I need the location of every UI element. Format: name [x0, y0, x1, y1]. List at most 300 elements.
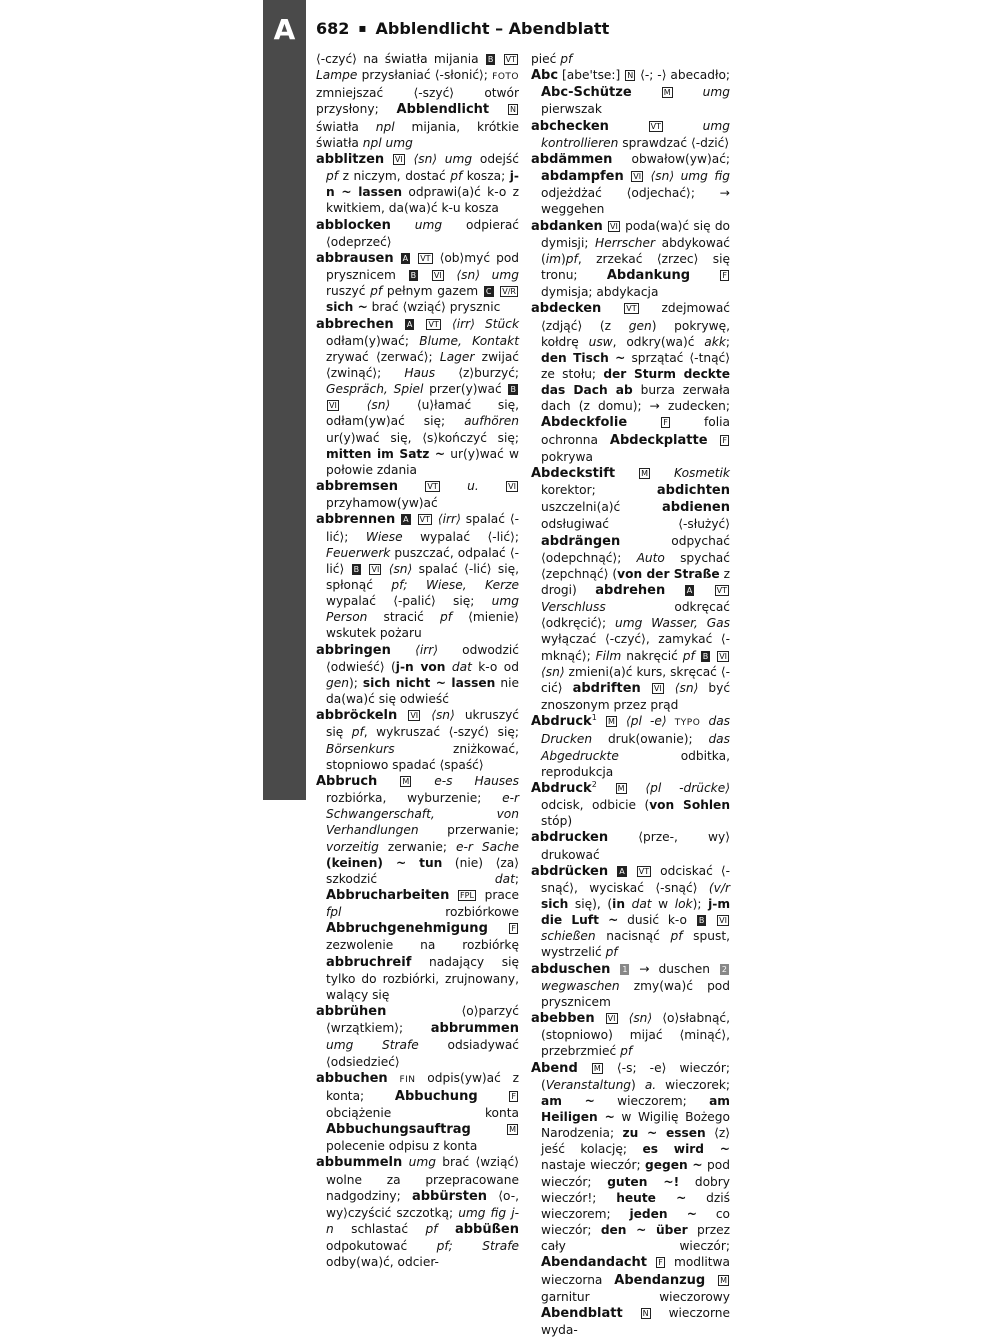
entry-text: pf — [682, 648, 695, 663]
grammar-label: M — [663, 88, 671, 98]
entry-text — [395, 512, 400, 526]
entry-text: przyhamow(yw)ać — [326, 496, 438, 511]
entry-text: odpychać ⟨odepchnąć⟩; — [541, 533, 730, 565]
entry-headword: Abbruch — [316, 773, 378, 789]
header-separator: ▪ — [358, 21, 367, 35]
entry-text: odcisk, odbicie ( — [541, 798, 650, 813]
entry-text: umg Wasser, Gas — [614, 616, 730, 631]
running-header — [316, 16, 609, 40]
entry-headword: Abc — [531, 68, 559, 84]
entry-text: wieczorne wyda- — [541, 1305, 730, 1338]
entry-text — [608, 864, 616, 878]
entry-text: sich ~ — [326, 300, 368, 315]
grammar-label: B — [487, 55, 494, 64]
entry-headword: Abbrucharbeiten — [326, 887, 450, 903]
entry-text: zmieni(a)ć kurs, skręcać ⟨-cić⟩ — [541, 664, 730, 695]
entry-text: Gespräch, Spiel — [326, 382, 424, 397]
dictionary-entry — [531, 118, 730, 151]
entry-text — [479, 479, 505, 493]
entry-text: dobry wieczór!; — [541, 1174, 731, 1205]
grammar-label: VI — [633, 172, 642, 182]
entry-text: [abe'tse:] — [558, 68, 625, 83]
homonym-number: 1 — [591, 713, 597, 723]
entry-text: odpierać ⟨odeprzeć⟩ — [326, 217, 519, 249]
entry-text: ⟨-; -⟩ abecadło; — [636, 68, 731, 83]
entry-text — [445, 268, 457, 282]
entry-text: mijania, krótkie światła — [316, 119, 519, 150]
grammar-label: B — [698, 916, 705, 926]
grammar-label: VT — [427, 482, 438, 492]
entry-text: vorzeitig — [326, 839, 379, 854]
entry-text: Verschluss — [541, 600, 606, 615]
entry-text: prace — [476, 887, 519, 902]
entry-text: wyłączać ⟨-czyć⟩, zamykać ⟨-mknąć⟩; — [541, 632, 730, 663]
entry-text: es wird ~ — [642, 1142, 731, 1157]
entry-text: a. — [644, 1077, 657, 1092]
dictionary-entry — [316, 707, 519, 773]
grammar-label: VI — [607, 1014, 616, 1024]
dictionary-entry — [531, 1010, 730, 1059]
entry-text: j-n ~ lassen — [326, 169, 519, 200]
entry-headword: abdichten — [656, 483, 730, 499]
grammar-label: VT — [716, 586, 728, 595]
entry-text: ⟨sn⟩ umg — [456, 268, 520, 283]
entry-headword: Abendandacht — [541, 1255, 648, 1271]
dictionary-entry — [316, 151, 519, 217]
grammar-label: FPL — [460, 890, 474, 900]
entry-text: jeden ~ — [629, 1206, 697, 1221]
entry-text: , zrzekać ⟨zrzec⟩ się tronu; — [541, 251, 730, 283]
entry-text — [615, 466, 638, 480]
entry-headword: abdrücken — [531, 863, 609, 879]
entry-text: umg — [702, 85, 730, 100]
entry-text: ⟨irr⟩ — [415, 642, 438, 657]
grammar-label: M — [617, 783, 625, 793]
entry-text: ⟨-s; -e⟩ wieczór; ( — [541, 1060, 730, 1092]
entry-text: zezwolenie na rozbiórkę — [326, 938, 519, 953]
section-letter: A — [273, 13, 296, 46]
entry-text — [394, 317, 404, 331]
entry-text: j-n von — [395, 659, 446, 674]
entry-text: pierwszak — [541, 102, 602, 117]
entry-text: Kosmetik — [674, 465, 730, 480]
entry-headword: abdämmen — [531, 151, 613, 167]
entry-text: ukruszyć się — [326, 708, 520, 740]
entry-text: ur(y)wać się, ⟨s⟩kończyć się; — [326, 430, 519, 445]
entry-text: nastaje wieczór; — [541, 1158, 645, 1173]
entry-text: odpokutować — [326, 1239, 437, 1254]
entry-text: pf — [351, 725, 364, 740]
entry-text — [708, 433, 720, 447]
entry-headword: Abendblatt — [541, 1305, 623, 1321]
entry-text: w — [651, 896, 675, 911]
entry-headword: Abdeckplatte — [609, 432, 708, 448]
entry-text: z niczym, dostać — [338, 169, 451, 184]
grammar-label: VT — [428, 319, 439, 329]
entry-text: odpis(yw)ać z konta; — [326, 1070, 520, 1103]
entry-text — [664, 119, 703, 133]
grammar-label: VT — [505, 55, 517, 64]
entry-text: ⟨sn⟩ — [366, 398, 391, 413]
grammar-label: VT — [650, 121, 661, 131]
entry-text: ⟨sn⟩ — [628, 1011, 653, 1026]
entry-text: TYPO — [674, 718, 701, 729]
grammar-label: M — [607, 717, 615, 727]
grammar-label: F — [663, 418, 668, 428]
entry-text: das Drucken — [541, 714, 731, 747]
grammar-label: VT — [419, 515, 430, 525]
entry-text — [619, 1011, 629, 1025]
grammar-label: VI — [394, 154, 403, 164]
entry-text — [415, 317, 425, 331]
entry-text: stóp) — [541, 814, 573, 829]
entry-text — [495, 284, 500, 298]
dictionary-entry — [531, 863, 730, 961]
entry-headword: abbürsten — [411, 1188, 488, 1204]
entry-text — [610, 962, 619, 976]
entry-text: gen — [628, 318, 652, 333]
entry-text — [628, 864, 636, 878]
entry-text — [711, 649, 716, 663]
entry-text — [388, 1071, 400, 1085]
grammar-label: M — [593, 1063, 601, 1073]
entry-text: Wiese — [365, 529, 403, 544]
entry-text: pf — [450, 169, 463, 184]
entry-text: w Wigilię Bożego Narodzenia; — [541, 1110, 730, 1141]
entry-text — [627, 415, 660, 429]
dictionary-entry — [316, 773, 519, 1003]
entry-text: gegen ~ — [645, 1158, 703, 1173]
dictionary-entry — [531, 300, 730, 465]
grammar-label: M — [509, 1125, 516, 1135]
dictionary-entry — [316, 250, 519, 316]
entry-text: e-r Schwangerschaft, von Verhandlungen — [326, 791, 519, 838]
dictionary-entry — [531, 713, 730, 780]
entry-text: umg Strafe — [326, 1038, 419, 1053]
entry-text: pf — [560, 52, 573, 66]
dictionary-entry — [316, 1154, 519, 1270]
entry-text — [623, 1306, 640, 1320]
entry-text: zrywać ⟨zerwać⟩; — [326, 349, 440, 364]
entry-text: dat — [451, 659, 472, 674]
entry-text — [394, 251, 400, 265]
entry-text: ⟨sn⟩ — [431, 708, 455, 723]
dictionary-entry — [531, 780, 730, 829]
entry-text: fpl — [326, 905, 342, 920]
entry-text: Blume, Kontakt — [419, 333, 519, 348]
entry-text: npl umg — [362, 135, 413, 150]
entry-text — [397, 708, 407, 722]
entry-text: am ~ — [541, 1093, 595, 1108]
entry-text: co wieczór; — [541, 1206, 730, 1238]
grammar-label: B — [702, 651, 709, 661]
entry-text: pf — [565, 251, 578, 266]
entry-text: pf — [605, 945, 618, 960]
entry-text: Veranstaltung — [545, 1077, 632, 1092]
entry-text: brać ⟨wziąć⟩ wolne za przepracowane nadgodziny; — [326, 1155, 519, 1203]
entry-text: odkręcać ⟨odkręcić⟩; — [541, 600, 730, 631]
entry-text: FOTO — [492, 72, 519, 83]
entry-text — [674, 85, 703, 99]
entry-text — [641, 681, 651, 695]
entry-headword: abbrennen — [316, 512, 396, 528]
entry-text: przez cały wieczór; — [541, 1223, 730, 1254]
entry-text: poda(wa)ć się do dymisji; — [541, 218, 731, 250]
entry-text — [601, 301, 623, 315]
grammar-label: B — [510, 385, 516, 395]
grammar-label: VI — [653, 683, 662, 693]
grammar-label: M — [720, 1275, 727, 1285]
entry-text: das Abgedruckte — [541, 732, 730, 763]
entry-text — [597, 781, 615, 795]
entry-text: den ~ über — [600, 1223, 688, 1238]
homonym-number: 2 — [591, 779, 597, 789]
grammar-label: F — [511, 1091, 517, 1101]
entry-text — [665, 583, 683, 597]
entry-text: rozbiórkowe — [341, 905, 519, 920]
entry-text: usw — [588, 334, 613, 349]
entry-text: pf; Strafe — [436, 1239, 519, 1254]
entry-text: → duschen — [630, 961, 719, 976]
entry-text — [391, 643, 415, 657]
grammar-label: VI — [719, 916, 727, 926]
entry-text — [578, 1061, 591, 1075]
entry-headword: Abdruck — [531, 714, 592, 730]
entry-text: e-r Sache — [455, 839, 519, 854]
grammar-label: A — [403, 515, 409, 525]
entry-text — [690, 268, 719, 282]
entry-text: im — [545, 251, 562, 266]
entry-text — [695, 649, 700, 663]
grammar-label: F — [658, 1258, 663, 1268]
left-column — [316, 51, 519, 1271]
entry-text — [488, 921, 509, 935]
entry-text: stracić — [367, 610, 440, 625]
entry-text: korektor; — [541, 483, 657, 498]
entry-headword: abbrechen — [316, 316, 394, 332]
dictionary-entry — [531, 961, 730, 1010]
entry-text: nakręcić — [621, 648, 683, 663]
grammar-label: VI — [719, 651, 728, 661]
grammar-label: A — [406, 319, 413, 329]
entry-text: puszczać, odpalać ⟨-lić⟩ — [326, 545, 519, 576]
entry-text — [442, 317, 452, 331]
entry-text: pf — [370, 284, 383, 299]
entry-text: Lager — [439, 349, 475, 364]
entry-text: von Sohlen — [649, 798, 731, 813]
entry-headword: abbröckeln — [316, 708, 398, 724]
dictionary-entry — [531, 218, 730, 301]
entry-text: ⟨-czyć⟩ na światła mijania — [316, 52, 485, 66]
entry-text — [707, 913, 716, 927]
dictionary-entry — [316, 642, 519, 708]
entry-text: , odkry(wa)ć — [612, 334, 705, 349]
entry-text: ⟨sn⟩ — [674, 680, 699, 695]
entry-text: polecenie odpisu z konta — [326, 1139, 478, 1154]
entry-text: zu ~ essen — [622, 1126, 706, 1141]
entry-text: ) pokrywę, kołdrę — [541, 318, 730, 349]
entry-text: kosza; — [462, 169, 510, 184]
entry-text: ⟨u⟩łamać się, odłam(yw)ać się; — [326, 398, 519, 429]
entry-text: sich — [541, 896, 569, 911]
entry-text: e-s Hauses — [434, 773, 520, 788]
entry-text: ); — [692, 896, 709, 911]
entry-text: , wykruszać ⟨-szyć⟩ się; — [363, 725, 519, 740]
grammar-label: VI — [410, 711, 419, 721]
entry-text: obwałow(yw)ać; — [612, 151, 730, 166]
entry-headword: abdriften — [572, 680, 641, 696]
entry-text: odsługiwać ⟨-służyć⟩ — [541, 517, 730, 532]
entry-text: być znoszonym przez prąd — [541, 680, 731, 713]
entry-headword: abbrühen — [316, 1004, 387, 1020]
entry-text: gen — [326, 675, 349, 690]
grammar-label: F — [722, 271, 727, 281]
entry-text: odjeżdżać ⟨odjechać⟩; → weggehen — [541, 186, 730, 217]
entry-headword: abdampfen — [541, 169, 624, 185]
entry-text: spalać ⟨-lić⟩; — [326, 512, 519, 544]
entry-text: ⟨pl -e⟩ — [625, 714, 667, 729]
dictionary-entry — [316, 1070, 519, 1155]
entry-text — [597, 714, 605, 728]
entry-text: odejść — [472, 151, 519, 166]
entry-headword: abchecken — [531, 118, 609, 134]
entry-headword: abblitzen — [316, 151, 385, 167]
entry-text: k-o od — [471, 659, 519, 674]
grammar-label: B — [410, 271, 417, 281]
entry-text: z drogi) — [541, 566, 730, 597]
grammar-label: VI — [433, 271, 442, 281]
grammar-label: VT — [420, 253, 431, 263]
entry-text — [625, 897, 632, 911]
entry-text: pf — [425, 1222, 438, 1237]
entry-text: akk — [704, 334, 726, 349]
entry-text — [705, 1273, 717, 1287]
entry-text: nadający się tylko do rozbiórki, zrujnowany, walący się — [326, 954, 519, 1002]
entry-text: j-m die Luft ~ — [541, 896, 731, 928]
entry-headword: abduschen — [531, 961, 611, 977]
entry-text: ; — [514, 871, 519, 886]
entry-headword: Abdruck — [531, 780, 592, 796]
entry-text: pf — [670, 929, 683, 944]
grammar-label: F — [722, 435, 728, 445]
right-column — [531, 51, 730, 1338]
entry-headword: abbuchen — [316, 1070, 388, 1086]
entry-headword: abdrucken — [531, 830, 609, 846]
entry-text — [695, 583, 713, 597]
entry-text — [421, 708, 431, 722]
grammar-label: N — [627, 71, 634, 81]
entry-text: obciążenie konta — [326, 1106, 519, 1120]
grammar-label: 1 — [622, 964, 628, 974]
entry-text: npl — [375, 119, 395, 134]
entry-text: ⟨o⟩słabnąć, (stopniowo) mijać ⟨minąć⟩, przebrzmieć — [541, 1011, 730, 1059]
entry-text: zmy(wa)ć pod prysznicem — [541, 978, 730, 1009]
entry-text: pod wieczór; — [541, 1158, 730, 1189]
entry-text: światła — [316, 119, 376, 134]
entry-text: ⟨ob⟩myć pod prysznicem — [326, 250, 520, 283]
entry-text: ⟨z⟩burzyć; — [435, 365, 519, 380]
entry-headword: abbremsen — [316, 479, 398, 495]
entry-text: (v/r — [708, 880, 730, 895]
entry-text: zmniejszać ⟨-szyć⟩ otwór przysłony; — [316, 86, 519, 117]
entry-headword: abbrausen — [316, 250, 394, 266]
entry-text: ⟨sn⟩ — [541, 664, 565, 679]
entry-text: Herrscher — [595, 235, 656, 250]
dictionary-entry — [531, 1060, 730, 1338]
entry-text: pf; Wiese, Kerze — [391, 578, 520, 592]
entry-text — [449, 888, 457, 902]
entry-headword: abbüßen — [454, 1222, 519, 1238]
entry-text — [419, 268, 431, 282]
entry-text: ⟨sn⟩ umg fig — [650, 169, 730, 184]
entry-text: burza zerwała dach (z domu); → zudecken; — [541, 383, 730, 414]
entry-headword: abbringen — [316, 642, 391, 658]
entry-text: schießen — [541, 929, 596, 944]
entry-headword: Abbuchungsauftrag — [326, 1122, 471, 1138]
entry-text: pf — [439, 610, 453, 625]
entry-text: druk(owanie); — [592, 732, 709, 747]
grammar-label: VT — [626, 304, 637, 314]
entry-text — [665, 681, 675, 695]
grammar-label: B — [353, 564, 360, 574]
section-tab — [263, 0, 306, 800]
entry-text: ⟨sn⟩ — [388, 561, 413, 576]
entry-text: den Tisch ~ — [541, 350, 626, 365]
entry-text: am Heiligen ~ — [541, 1093, 730, 1124]
entry-text: ⟨o⟩parzyć ⟨wrzątkiem⟩; — [326, 1004, 519, 1036]
entry-text: odłam(y)wać; — [326, 333, 420, 348]
entry-text: ⟨prze-, wy⟩drukować — [541, 830, 730, 862]
entry-text: ⟨o-, wy⟩czyścić szczotką; — [326, 1188, 519, 1220]
entry-text: aufhören — [464, 414, 519, 429]
entry-text: modlitwa wieczorna — [541, 1255, 730, 1287]
entry-text: odbitka, reprodukcja — [541, 748, 730, 779]
entry-text: guten ~! — [607, 1174, 680, 1189]
entry-text — [624, 169, 630, 183]
grammar-label: VI — [371, 564, 380, 574]
entry-text: umg Person — [326, 594, 519, 625]
entry-text: umg fig j-n — [326, 1205, 519, 1237]
entry-text: ⟨irr⟩ Stück — [451, 316, 520, 331]
entry-text: wypalać ⟨-palić⟩ się; — [326, 594, 492, 609]
entry-text: pieć — [531, 52, 561, 66]
entry-text: sich nicht ~ lassen — [362, 675, 496, 690]
entry-text: odsiadywać ⟨odsiedzieć⟩ — [326, 1038, 519, 1069]
entry-text: (nie) ⟨za⟩szkodzić — [326, 855, 519, 886]
entry-text: FIN — [399, 1074, 416, 1085]
dictionary-entry — [316, 478, 519, 511]
entry-text: przerwanie; — [418, 823, 519, 838]
entry-text: przer(y)wać — [423, 382, 508, 397]
entry-text: Film — [595, 648, 622, 663]
grammar-label: F — [511, 924, 516, 934]
entry-text: spychać ⟨zepchnąć⟩ ( — [541, 550, 730, 581]
entry-text — [667, 714, 675, 728]
entry-text: ) — [631, 1077, 645, 1092]
entry-text — [632, 85, 661, 99]
entry-text — [651, 466, 674, 480]
entry-text: Auto — [636, 550, 665, 565]
entry-text — [340, 398, 367, 412]
grammar-label: A — [619, 866, 625, 876]
entry-text: dymisja; abdykacja — [541, 285, 659, 300]
page-number: 682 — [316, 19, 350, 38]
entry-headword: abbruchreif — [326, 954, 412, 970]
entry-text: ); — [348, 675, 363, 690]
dictionary-entry — [531, 67, 730, 117]
grammar-label: M — [641, 468, 649, 478]
dictionary-entry — [316, 1003, 519, 1070]
